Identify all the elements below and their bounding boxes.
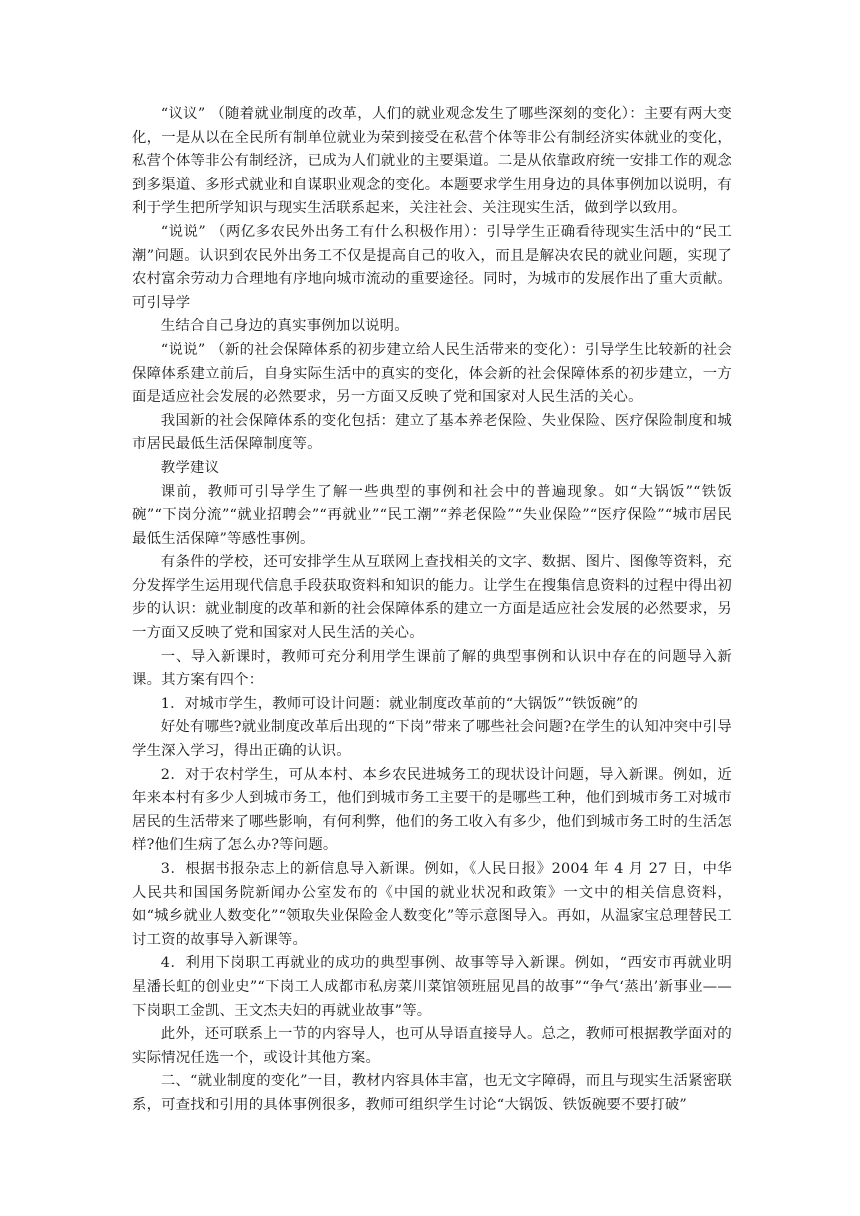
paragraph-plan-1-continued: 好处有哪些?就业制度改革后出现的“下岗”带来了哪些社会问题?在学生的认知冲突中引导学生深入学习，得出正确的认识。 xyxy=(132,719,732,760)
paragraph-plan-1: 1．对城市学生，教师可设计问题：就业制度改革前的“大锅饭”“铁饭碗”的 xyxy=(160,695,639,712)
paragraph-employment-system-changes: 二、“就业制度的变化”一目，教材内容具体丰富，也无文字障碍，而且与现实生活紧密联系，可查找和引用的具体事例很多，教师可组织学生讨论“大锅饭、铁饭碗要不要打破” xyxy=(132,1073,732,1113)
paragraph-shuoshuo-continuation: 生结合自己身边的真实事例加以说明。 xyxy=(160,318,409,335)
paragraph-yiyi: “议议” （随着就业制度的改革，人们的就业观念发生了哪些深刻的变化）：主要有两大变化，一是从以在全民所有制单位就业为荣到接受在私营个体等非公有制经济实体就业的变化，私营个体等非公有制经济，已成为人们就业的主要渠道。二是从依靠政府统一安排工作的观念到多渠道、多形式就业和自谋职业观念的变化。本题要求学生用身边的具体事例加以说明，有利于学生把所学知识与现实生活联系起来，关注社会、关注现实生活，做到学以致用。 xyxy=(132,106,732,217)
paragraph-before-class: 课前，教师可引导学生了解一些典型的事例和社会中的普遍现象。如“大锅饭”“铁饭碗”“下岗分流”“就业招聘会”“再就业”“民工潮”“养老保险”“失业保险”“医疗保险”“城市居民最低生活保障”等感性事例。 xyxy=(132,483,732,547)
paragraph-intro-new-lesson: 一、导入新课时，教师可充分利用学生课前了解的典型事例和认识中存在的问题导入新课。其方案有四个： xyxy=(132,648,732,689)
paragraph-shuoshuo-social-security: “说说” （新的社会保障体系的初步建立给人民生活带来的变化）：引导学生比较新的社会保障体系建立前后，自身实际生活中的真实的变化，体会新的社会保障体系的初步建立，一方面是适应社会发展的必然要求，另一方面又反映了党和国家对人民生活的关心。 xyxy=(132,341,732,406)
paragraph-other-options: 此外，还可联系上一节的内容导人，也可从导语直接导人。总之，教师可根据教学面对的实际情况任选一个，或设计其他方案。 xyxy=(132,1026,732,1066)
section-heading-teaching-suggestions: 教学建议 xyxy=(160,459,220,476)
paragraph-plan-2: 2．对于农村学生，可从本村、本乡农民进城务工的现状设计问题，导入新课。例如，近年来本村有多少人到城市务工，他们到城市务工主要干的是哪些工种，他们到城市务工对城市居民的生活带来了哪些影响，有何利弊，他们的务工收入有多少，他们到城市务工时的生活怎样?他们生病了怎么办?等问题。 xyxy=(132,766,732,854)
paragraph-social-security-changes: 我国新的社会保障体系的变化包括：建立了基本养老保险、失业保险、医疗保险制度和城市居民最低生活保障制度等。 xyxy=(132,412,732,453)
paragraph-plan-4: 4．利用下岗职工再就业的成功的典型事例、故事等导入新课。例如，“西安市再就业明星潘长虹的创业史”“下岗工人成都市私房菜川菜馆领班屈见昌的故事”“争气‘蒸出’新事业——下岗职工金凯、王文杰夫妇的再就业故事”等。 xyxy=(132,955,732,1019)
paragraph-plan-3: 3．根据书报杂志上的新信息导入新课。例如，《人民日报》2004 年 4 月 27 日，中华人民共和国国务院新闻办公室发布的《中国的就业状况和政策》一文中的相关信息资料，如“城乡就业人数变化”“领取失业保险金人数变化”等示意图导入。再如，从温家宝总理替民工讨工资的故事导入新课等。 xyxy=(132,861,732,948)
paragraph-shuoshuo-migrant-workers: “说说” （两亿多农民外出务工有什么积极作用）：引导学生正确看待现实生活中的“民工潮”问题。认识到农民外出务工不仅是提高自己的收入，而且是解决农民的就业问题，实现了农村富余劳动力合理地有序地向城市流动的重要途径。同时，为城市的发展作出了重大贡献。可引导学 xyxy=(132,223,732,311)
document-body xyxy=(132,103,732,1118)
paragraph-internet-research: 有条件的学校，还可安排学生从互联网上查找相关的文字、数据、图片、图像等资料，充分发挥学生运用现代信息手段获取资料和知识的能力。让学生在搜集信息资料的过程中得出初步的认识：就业制度的改革和新的社会保障体系的建立一方面是适应社会发展的必然要求，另一方面又反映了党和国家对人民生活的关心。 xyxy=(132,554,732,642)
